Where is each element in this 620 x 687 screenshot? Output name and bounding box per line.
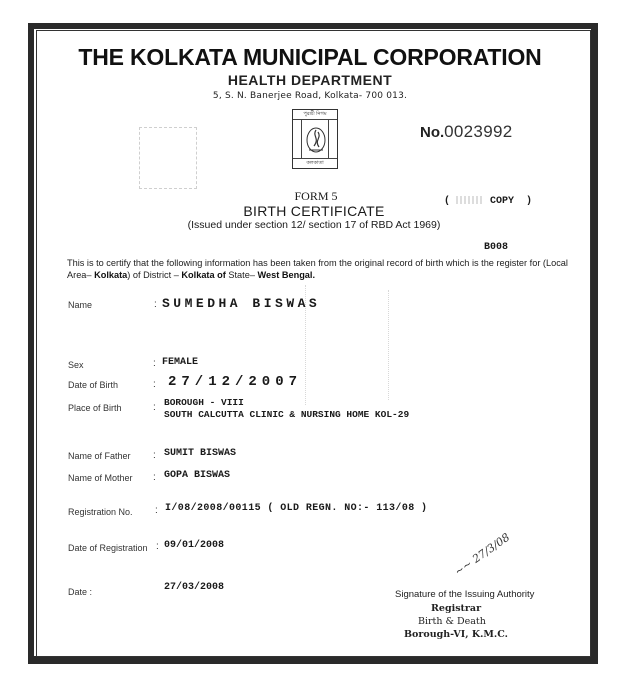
seal-borough: Borough-VI, K.M.C. (404, 629, 508, 640)
dob-colon: : (153, 379, 156, 390)
register-code: B008 (484, 242, 509, 253)
certificate-number (420, 122, 512, 142)
certificate-number-label: No. (420, 124, 445, 141)
state: West Bengal. (257, 270, 316, 280)
certify-text-2: ) of District – (127, 270, 182, 280)
father-label: Name of Father (68, 451, 131, 461)
name-label: Name (68, 300, 93, 310)
organization-title: THE KOLKATA MUNICIPAL CORPORATION (78, 44, 542, 70)
seal-registrar: Registrar (431, 603, 482, 614)
certificate-number-value: 0023992 (444, 122, 513, 141)
sex-colon: : (153, 358, 156, 369)
certify-text-1: This is to certify that the following information has been taken from the original record of birth which is the register for (Local Area– (67, 258, 568, 280)
seal-birth-death: Birth & Death (418, 616, 486, 627)
emblem-wheat-left-icon (293, 119, 302, 159)
certify-statement (67, 257, 577, 281)
dob-value: 27/12/2007 (168, 374, 303, 390)
signature-label: Signature of the Issuing Authority (395, 589, 535, 600)
form-number: FORM 5 (294, 189, 338, 203)
copy-open-paren: ( (444, 196, 451, 207)
date-of-registration-value: 09/01/2008 (164, 540, 225, 551)
father-value: SUMIT BISWAS (164, 448, 237, 459)
copy-mark (444, 196, 532, 207)
mother-label: Name of Mother (68, 473, 133, 483)
date-of-registration-colon: : (156, 541, 159, 552)
address: 5, S. N. Banerjee Road, Kolkata- 700 013. (212, 91, 408, 101)
emblem-bottom-text: কলকাতা (293, 158, 337, 168)
name-value: SUMEDHA BISWAS (162, 296, 321, 311)
father-colon: : (153, 450, 156, 461)
pob-colon: : (153, 402, 156, 413)
sex-label: Sex (68, 360, 84, 370)
pob-line-2: SOUTH CALCUTTA CLINIC & NURSING HOME KOL-29 (164, 409, 410, 420)
pob-value (164, 397, 409, 421)
registration-no-colon: : (155, 505, 158, 516)
copy-smudge (456, 196, 484, 204)
pob-label: Place of Birth (68, 403, 122, 413)
dob-label: Date of Birth (68, 380, 119, 390)
certify-text-3: State– (225, 270, 258, 280)
mother-colon: : (153, 472, 156, 483)
fold-crease (388, 290, 389, 400)
department-name: HEALTH DEPARTMENT (227, 72, 393, 88)
pob-line-1: BOROUGH - VIII (164, 397, 244, 408)
copy-label: COPY (490, 196, 515, 207)
emblem-top-text: পুরশ্রী নিগম (293, 110, 337, 120)
issued-under-text: (Issued under section 12/ section 17 of RBD Act 1969) (187, 219, 441, 231)
name-colon: : (154, 299, 157, 310)
date-of-registration-label: Date of Registration (68, 543, 148, 553)
district: Kolkata of (181, 270, 226, 280)
copy-close-paren: ) (526, 196, 533, 207)
mother-value: GOPA BISWAS (164, 470, 231, 481)
handwritten-signature: ~~ 27/3/08 (452, 530, 513, 579)
emblem-flame-hand-icon (302, 122, 330, 158)
date-label: Date : (68, 587, 93, 597)
registration-no-label: Registration No. (68, 507, 133, 517)
local-area: Kolkata (94, 270, 128, 280)
kmc-emblem-icon (292, 109, 338, 169)
registration-no-value: I/08/2008/00115 ( OLD REGN. NO:- 113/08 ) (165, 503, 428, 514)
certificate-title: BIRTH CERTIFICATE (243, 203, 385, 219)
sex-value: FEMALE (162, 357, 199, 368)
date-value: 27/03/2008 (164, 582, 225, 593)
faded-stamp (139, 127, 197, 189)
